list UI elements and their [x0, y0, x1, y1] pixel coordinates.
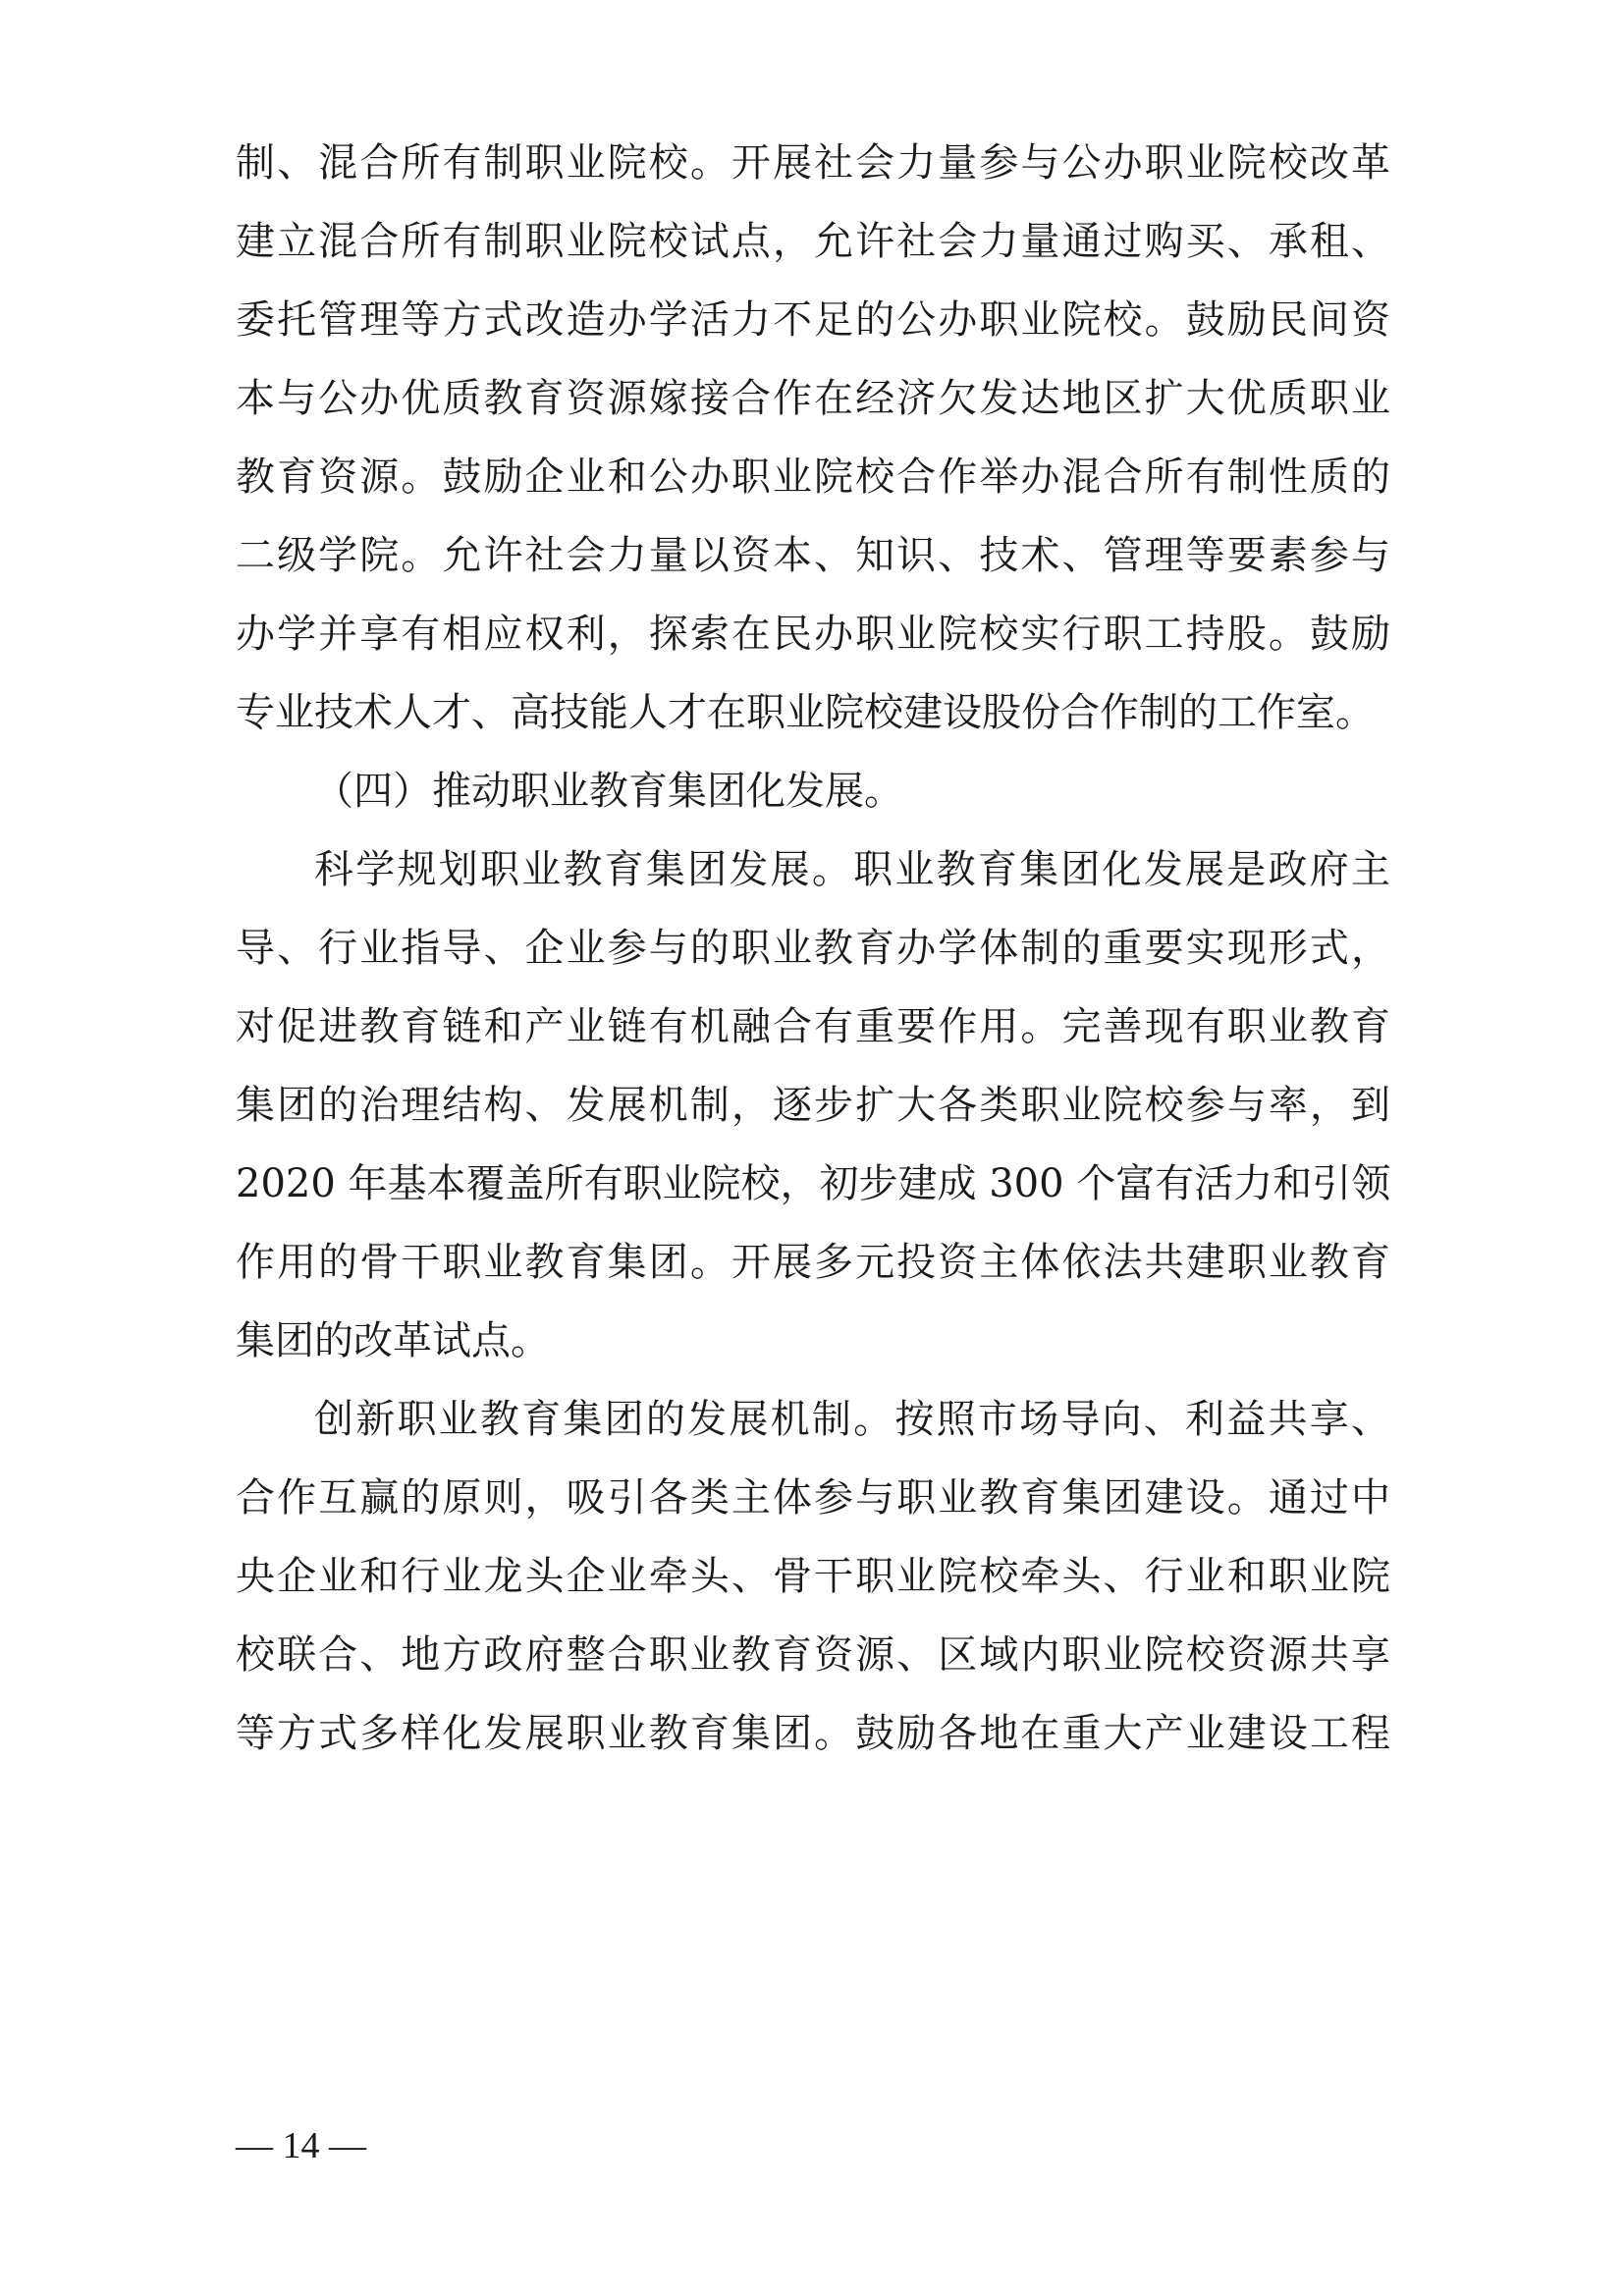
- text-line: 合作互赢的原则，吸引各类主体参与职业教育集团建设。通过中: [236, 1475, 1390, 1521]
- text-line: 本与公办优质教育资源嫁接合作在经济欠发达地区扩大优质职业: [236, 376, 1390, 421]
- text-line: 央企业和行业龙头企业牵头、骨干职业院校牵头、行业和职业院: [236, 1554, 1390, 1599]
- text-line: 集团的治理结构、发展机制，逐步扩大各类职业院校参与率，到: [236, 1083, 1390, 1128]
- text-line: 委托管理等方式改造办学活力不足的公办职业院校。鼓励民间资: [236, 297, 1390, 343]
- text-line: 校联合、地方政府整合职业教育资源、区域内职业院校资源共享: [236, 1632, 1390, 1678]
- text-line: 制、混合所有制职业院校。开展社会力量参与公办职业院校改革: [236, 140, 1390, 186]
- text-line: 集团的改革试点。: [236, 1318, 550, 1363]
- text-line: 科学规划职业教育集团发展。职业教育集团化发展是政府主: [314, 847, 1390, 892]
- text-line: 二级学院。允许社会力量以资本、知识、技术、管理等要素参与: [236, 533, 1390, 578]
- text-line: 2020 年基本覆盖所有职业院校，初步建成 300 个富有活力和引领: [236, 1161, 1390, 1206]
- page-number: — 14 —: [236, 2125, 366, 2166]
- text-line: 对促进教育链和产业链有机融合有重要作用。完善现有职业教育: [236, 1004, 1390, 1049]
- text-line: 建立混合所有制职业院校试点，允许社会力量通过购买、承租、: [236, 219, 1390, 264]
- text-line: 办学并享有相应权利，探索在民办职业院校实行职工持股。鼓励: [236, 612, 1390, 657]
- text-line: 教育资源。鼓励企业和公办职业院校合作举办混合所有制性质的: [236, 454, 1390, 500]
- text-line: 等方式多样化发展职业教育集团。鼓励各地在重大产业建设工程: [236, 1711, 1390, 1756]
- text-line: 导、行业指导、企业参与的职业教育办学体制的重要实现形式，: [236, 926, 1390, 971]
- text-line: 专业技术人才、高技能人才在职业院校建设股份合作制的工作室。: [236, 690, 1375, 735]
- text-line: 创新职业教育集团的发展机制。按照市场导向、利益共享、: [314, 1397, 1390, 1442]
- text-line: 作用的骨干职业教育集团。开展多元投资主体依法共建职业教育: [236, 1240, 1390, 1285]
- section-heading: （四）推动职业教育集团化发展。: [314, 769, 903, 814]
